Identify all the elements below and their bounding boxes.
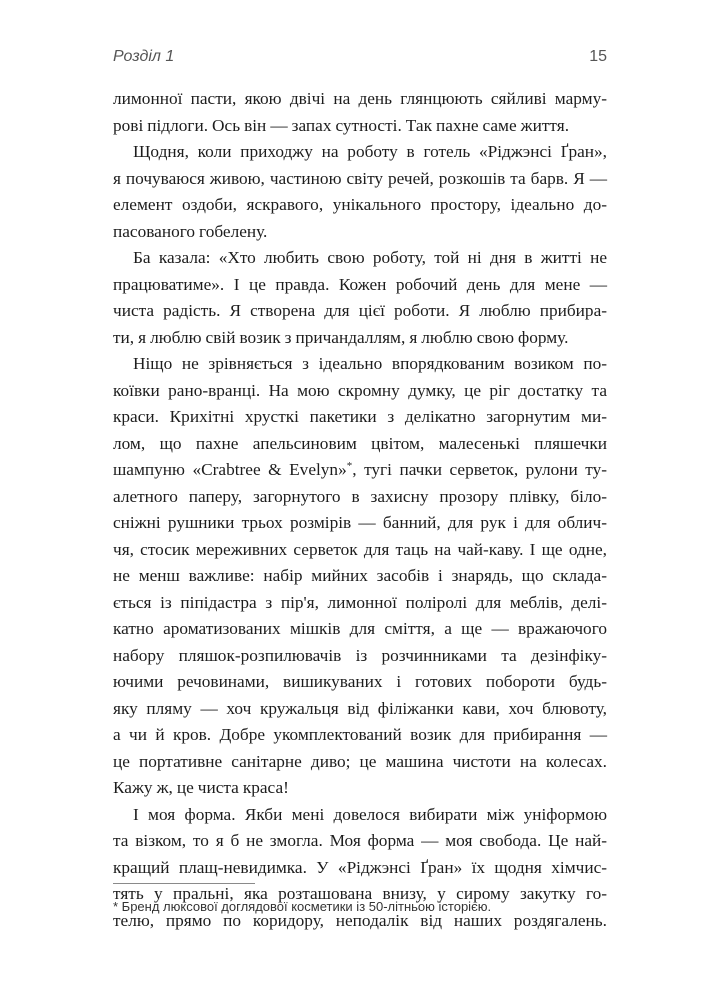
text-line: елемент оздоби, яскравого, унікального простору, ідеально до- (113, 195, 607, 214)
text-line: ти, я люблю свій возик з причандаллям, я люблю свою форму. (113, 327, 569, 347)
text-line: не менш важливе: набір мийних засобів і знарядь, що склада- (113, 566, 607, 585)
text-line: лом, що пахне апельсиновим цвітом, малесенькі пляшечки (113, 433, 607, 453)
text-line: кращий плащ-невидимка. У «Ріджэнсі Ґран» їх щодня хімчис- (113, 857, 607, 877)
footnote-marker: * (346, 460, 353, 472)
text-line: працюватиме». І це правда. Кожен робочий день для мене — (113, 274, 607, 294)
text-line: це портативне санітарне диво; це машина чистоти на колесах. (113, 751, 607, 771)
text-line: ється із піпідастра з пір'я, лимонної поліролі для меблів, делі- (113, 592, 607, 612)
text-line: телю, прямо по коридору, неподалік від наших роздягалень. (113, 910, 607, 930)
text-line: сніжні рушники трьох розмірів — банний, для рук і для облич- (113, 513, 607, 532)
text-line: катно ароматизованих мішків для сміття, а ще — вражаючого (113, 619, 607, 638)
text-line: чиста радість. Я створена для цієї роботи. Я люблю прибира- (113, 301, 607, 320)
text-line: лимонної пасти, якою двічі на день глянцюють сяйливі марму- (113, 89, 607, 108)
text-line: чя, стосик мереживних серветок для таць на чай-каву. І ще одне, (113, 539, 607, 559)
text-line: набору пляшок-розпилювачів із розчинниками та дезінфіку- (113, 645, 607, 665)
text-line: Ніщо не зрівняється з ідеально впорядкованим возиком по- (133, 354, 607, 373)
text-line: пасованого гобелену. (113, 221, 268, 241)
text-line: Ба казала: «Хто любить свою роботу, той ні дня в житті не (133, 248, 607, 267)
body-text (113, 86, 607, 934)
text-line: алетного паперу, загорнутого в захисну прозору плівку, біло- (113, 486, 607, 506)
chapter-title: Розділ 1 (113, 48, 175, 65)
text-line: та візком, то я б не змогла. Моя форма — моя свобода. Це най- (113, 831, 607, 850)
text-line: І моя форма. Якби мені довелося вибирати між уніформою (133, 804, 607, 824)
text-line: я почуваюся живою, частиною світу речей, розкошів та барв. Я — (113, 168, 607, 188)
text-line: Щодня, коли приходжу на роботу в готель «Ріджэнсі Ґран», (133, 142, 607, 161)
page-number: 15 (589, 48, 607, 65)
text-line: коївки рано-вранці. На мою скромну думку, це ріг достатку та (113, 380, 607, 400)
text-line: а чи й кров. Добре укомплектований возик для прибирання — (113, 725, 607, 744)
text-line: рові підлоги. Ось він — запах сутності. Так пахне саме життя. (113, 115, 570, 135)
footnote-divider (113, 883, 255, 884)
text-line: яку пляму — хоч кружальця від філіжанки кави, хоч блювоту, (113, 698, 607, 718)
text-line: Кажу ж, це чиста краса! (113, 778, 289, 797)
text-line: ючими речовинами, вишикуваних і готових побороти будь- (113, 672, 607, 691)
text-line: тять у пральні, яка розташована внизу, у сирому закутку го- (113, 884, 607, 903)
text-line: шампуню «Crabtree & Evelyn»*, тугі пачки серветок, рулони ту- (113, 460, 607, 479)
running-head (113, 48, 607, 72)
footnote: * Бренд люксової доглядової косметики із 50-літньою історією. (113, 899, 492, 914)
text-line: краси. Крихітні хрусткі пакетики з делікатно загорнутим ми- (113, 407, 607, 426)
